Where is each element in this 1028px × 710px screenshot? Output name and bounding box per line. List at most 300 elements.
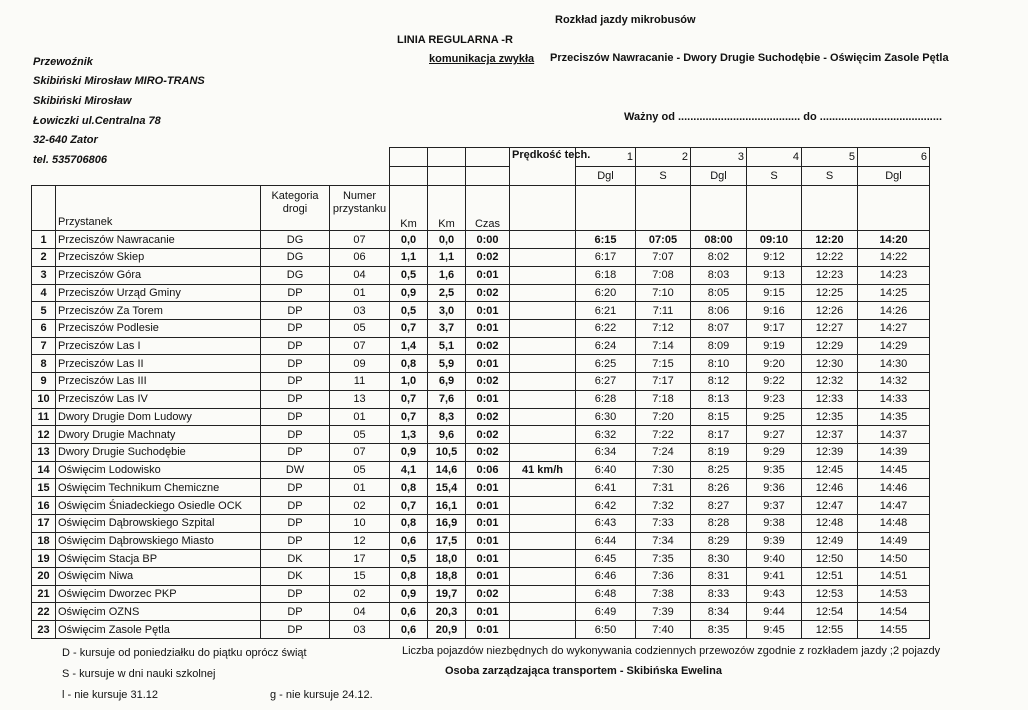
- cumulative-km: 18,0: [428, 550, 466, 568]
- speed-value: [510, 585, 576, 603]
- departure-time: 8:26: [691, 479, 747, 497]
- departure-time: 7:36: [636, 568, 691, 586]
- cumulative-km: 14,6: [428, 461, 466, 479]
- road-category: DP: [261, 284, 330, 302]
- departure-time: 14:29: [858, 337, 930, 355]
- departure-time: 8:25: [691, 461, 747, 479]
- departure-time: 7:10: [636, 284, 691, 302]
- stop-index: 11: [32, 408, 56, 426]
- road-category: DP: [261, 514, 330, 532]
- travel-time: 0:01: [466, 355, 510, 373]
- column-header-time: Czas: [466, 185, 510, 231]
- road-category: DG: [261, 266, 330, 284]
- segment-km: 0,5: [390, 302, 428, 320]
- cumulative-km: 9,6: [428, 426, 466, 444]
- stop-number: 02: [330, 585, 390, 603]
- road-category: DP: [261, 443, 330, 461]
- cumulative-km: 3,7: [428, 319, 466, 337]
- departure-time: 9:36: [747, 479, 802, 497]
- departure-time: 12:25: [802, 284, 858, 302]
- road-category: DK: [261, 550, 330, 568]
- departure-time: 9:22: [747, 373, 802, 391]
- table-row: [32, 479, 930, 497]
- road-category: DW: [261, 461, 330, 479]
- course-mark: S: [636, 166, 691, 185]
- segment-km: 0,7: [390, 497, 428, 515]
- stop-index: 5: [32, 302, 56, 320]
- departure-time: 9:13: [747, 266, 802, 284]
- segment-km: 0,9: [390, 284, 428, 302]
- departure-time: 6:32: [576, 426, 636, 444]
- travel-time: 0:02: [466, 337, 510, 355]
- table-row: [32, 461, 930, 479]
- stop-name: Oświęcim Dworzec PKP: [56, 585, 261, 603]
- departure-time: 12:27: [802, 319, 858, 337]
- departure-time: 12:33: [802, 390, 858, 408]
- table-row: [32, 266, 930, 284]
- stop-index: 19: [32, 550, 56, 568]
- speed-value: [510, 568, 576, 586]
- stop-number: 02: [330, 497, 390, 515]
- departure-time: 7:07: [636, 249, 691, 267]
- table-row: [32, 426, 930, 444]
- departure-time: 7:15: [636, 355, 691, 373]
- departure-time: 7:08: [636, 266, 691, 284]
- departure-time: 9:29: [747, 443, 802, 461]
- column-header-category: Kategoria drogi: [261, 185, 330, 231]
- communication-type: komunikacja zwykła: [429, 53, 535, 65]
- departure-time: 12:39: [802, 443, 858, 461]
- departure-time: 9:19: [747, 337, 802, 355]
- travel-time: 0:06: [466, 461, 510, 479]
- table-row: [32, 585, 930, 603]
- departure-time: 7:30: [636, 461, 691, 479]
- cumulative-km: 2,5: [428, 284, 466, 302]
- stop-index: 6: [32, 319, 56, 337]
- stop-index: 15: [32, 479, 56, 497]
- travel-time: 0:01: [466, 603, 510, 621]
- table-row: [32, 319, 930, 337]
- carrier-city: 32-640 Zator: [33, 134, 98, 146]
- speed-value: [510, 249, 576, 267]
- road-category: DG: [261, 231, 330, 249]
- cumulative-km: 15,4: [428, 479, 466, 497]
- speed-value: [510, 231, 576, 249]
- stop-name: Przeciszów Za Torem: [56, 302, 261, 320]
- speed-value: [510, 337, 576, 355]
- speed-value: [510, 302, 576, 320]
- course-mark: Dgl: [576, 166, 636, 185]
- stop-name: Oświęcim Dąbrowskiego Szpital: [56, 514, 261, 532]
- departure-time: 12:20: [802, 231, 858, 249]
- departure-time: 8:02: [691, 249, 747, 267]
- departure-time: 14:47: [858, 497, 930, 515]
- stop-name: Dwory Drugie Dom Ludowy: [56, 408, 261, 426]
- departure-time: 8:03: [691, 266, 747, 284]
- table-row: [32, 390, 930, 408]
- table-row: [32, 249, 930, 267]
- stop-number: 06: [330, 249, 390, 267]
- table-row: [32, 373, 930, 391]
- segment-km: 0,5: [390, 550, 428, 568]
- departure-time: 9:23: [747, 390, 802, 408]
- departure-time: 14:46: [858, 479, 930, 497]
- stop-name: Przeciszów Las I: [56, 337, 261, 355]
- cumulative-km: 1,6: [428, 266, 466, 284]
- departure-time: 12:22: [802, 249, 858, 267]
- stop-number: 04: [330, 266, 390, 284]
- table-row: [32, 514, 930, 532]
- table-row: [32, 443, 930, 461]
- carrier-phone: tel. 535706806: [33, 154, 108, 166]
- speed-value: [510, 550, 576, 568]
- departure-time: 14:32: [858, 373, 930, 391]
- road-category: DP: [261, 621, 330, 639]
- departure-time: 12:46: [802, 479, 858, 497]
- stop-number: 12: [330, 532, 390, 550]
- cumulative-km: 16,1: [428, 497, 466, 515]
- departure-time: 12:37: [802, 426, 858, 444]
- segment-km: 0,6: [390, 621, 428, 639]
- departure-time: 9:16: [747, 302, 802, 320]
- segment-km: 0,6: [390, 603, 428, 621]
- cumulative-km: 20,9: [428, 621, 466, 639]
- departure-time: 8:17: [691, 426, 747, 444]
- departure-time: 7:24: [636, 443, 691, 461]
- departure-time: 8:27: [691, 497, 747, 515]
- departure-time: 14:53: [858, 585, 930, 603]
- departure-time: 08:00: [691, 231, 747, 249]
- stop-name: Przeciszów Las II: [56, 355, 261, 373]
- stop-name: Przeciszów Góra: [56, 266, 261, 284]
- speed-value: [510, 603, 576, 621]
- stop-index: 13: [32, 443, 56, 461]
- stop-name: Oświęcim Zasole Pętla: [56, 621, 261, 639]
- segment-km: 1,3: [390, 426, 428, 444]
- stop-name: Przeciszów Skiep: [56, 249, 261, 267]
- departure-time: 6:18: [576, 266, 636, 284]
- timetable: [31, 147, 930, 639]
- departure-time: 8:35: [691, 621, 747, 639]
- stop-number: 01: [330, 479, 390, 497]
- departure-time: 12:47: [802, 497, 858, 515]
- departure-time: 6:21: [576, 302, 636, 320]
- stop-index: 7: [32, 337, 56, 355]
- table-row: [32, 568, 930, 586]
- departure-time: 14:55: [858, 621, 930, 639]
- travel-time: 0:01: [466, 621, 510, 639]
- course-mark: S: [747, 166, 802, 185]
- departure-time: 14:37: [858, 426, 930, 444]
- departure-time: 14:22: [858, 249, 930, 267]
- segment-km: 1,0: [390, 373, 428, 391]
- stop-name: Dwory Drugie Suchodębie: [56, 443, 261, 461]
- cumulative-km: 7,6: [428, 390, 466, 408]
- travel-time: 0:02: [466, 443, 510, 461]
- departure-time: 9:15: [747, 284, 802, 302]
- stop-number: 04: [330, 603, 390, 621]
- departure-time: 7:40: [636, 621, 691, 639]
- legend-d: D - kursuje od poniedziałku do piątku oprócz świąt: [62, 647, 307, 659]
- road-category: DP: [261, 319, 330, 337]
- stop-number: 01: [330, 284, 390, 302]
- departure-time: 7:33: [636, 514, 691, 532]
- segment-km: 1,1: [390, 249, 428, 267]
- road-category: DP: [261, 408, 330, 426]
- departure-time: 8:10: [691, 355, 747, 373]
- stop-number: 09: [330, 355, 390, 373]
- carrier-label: Przewoźnik: [33, 56, 93, 68]
- departure-time: 9:35: [747, 461, 802, 479]
- course-mark: S: [802, 166, 858, 185]
- stop-name: Oświęcim Śniadeckiego Osiedle OCK: [56, 497, 261, 515]
- speed-value: [510, 373, 576, 391]
- stop-index: 16: [32, 497, 56, 515]
- table-row: [32, 302, 930, 320]
- departure-time: 6:25: [576, 355, 636, 373]
- table-row: [32, 408, 930, 426]
- stop-name: Oświęcim OZNS: [56, 603, 261, 621]
- cumulative-km: 6,9: [428, 373, 466, 391]
- speed-value: [510, 514, 576, 532]
- road-category: DP: [261, 532, 330, 550]
- departure-time: 9:20: [747, 355, 802, 373]
- stop-number: 07: [330, 443, 390, 461]
- road-category: DP: [261, 302, 330, 320]
- departure-time: 8:09: [691, 337, 747, 355]
- departure-time: 9:40: [747, 550, 802, 568]
- departure-time: 14:45: [858, 461, 930, 479]
- road-category: DP: [261, 426, 330, 444]
- column-header-number: Numer przystanku: [330, 185, 390, 231]
- departure-time: 07:05: [636, 231, 691, 249]
- line-label: LINIA REGULARNA -R: [397, 34, 513, 46]
- cumulative-km: 5,9: [428, 355, 466, 373]
- column-header-km: Km: [390, 185, 428, 231]
- departure-time: 6:34: [576, 443, 636, 461]
- departure-time: 8:30: [691, 550, 747, 568]
- departure-time: 12:29: [802, 337, 858, 355]
- cumulative-km: 8,3: [428, 408, 466, 426]
- travel-time: 0:02: [466, 408, 510, 426]
- stop-index: 23: [32, 621, 56, 639]
- segment-km: 4,1: [390, 461, 428, 479]
- table-row: [32, 621, 930, 639]
- segment-km: 0,8: [390, 568, 428, 586]
- stop-index: 22: [32, 603, 56, 621]
- vehicles-note: Liczba pojazdów niezbędnych do wykonywania codziennych przewozów zgodnie z rozkładem jazdy ;2 pojazdy: [402, 645, 941, 657]
- departure-time: 8:05: [691, 284, 747, 302]
- stop-number: 17: [330, 550, 390, 568]
- road-category: DP: [261, 337, 330, 355]
- column-header-km-cumulative: Km: [428, 185, 466, 231]
- segment-km: 0,5: [390, 266, 428, 284]
- table-row: [32, 497, 930, 515]
- departure-time: 6:40: [576, 461, 636, 479]
- stop-index: 3: [32, 266, 56, 284]
- departure-time: 6:22: [576, 319, 636, 337]
- departure-time: 14:49: [858, 532, 930, 550]
- road-category: DG: [261, 249, 330, 267]
- departure-time: 6:50: [576, 621, 636, 639]
- stop-index: 10: [32, 390, 56, 408]
- stop-name: Oświęcim Lodowisko: [56, 461, 261, 479]
- departure-time: 7:17: [636, 373, 691, 391]
- stop-index: 12: [32, 426, 56, 444]
- departure-time: 9:43: [747, 585, 802, 603]
- travel-time: 0:01: [466, 479, 510, 497]
- road-category: DK: [261, 568, 330, 586]
- table-row: [32, 532, 930, 550]
- segment-km: 0,7: [390, 390, 428, 408]
- travel-time: 0:01: [466, 514, 510, 532]
- departure-time: 9:17: [747, 319, 802, 337]
- stop-index: 18: [32, 532, 56, 550]
- course-number: 5: [802, 148, 858, 167]
- departure-time: 9:37: [747, 497, 802, 515]
- departure-time: 7:38: [636, 585, 691, 603]
- road-category: DP: [261, 585, 330, 603]
- departure-time: 14:48: [858, 514, 930, 532]
- road-category: DP: [261, 390, 330, 408]
- travel-time: 0:01: [466, 532, 510, 550]
- speed-header: Prędkość tech.: [510, 148, 576, 186]
- stop-index: 2: [32, 249, 56, 267]
- speed-value: [510, 443, 576, 461]
- departure-time: 12:35: [802, 408, 858, 426]
- cumulative-km: 3,0: [428, 302, 466, 320]
- departure-time: 14:35: [858, 408, 930, 426]
- table-row: [32, 603, 930, 621]
- travel-time: 0:01: [466, 568, 510, 586]
- stop-number: 15: [330, 568, 390, 586]
- departure-time: 12:30: [802, 355, 858, 373]
- stop-number: 05: [330, 461, 390, 479]
- travel-time: 0:00: [466, 231, 510, 249]
- stop-name: Przeciszów Las III: [56, 373, 261, 391]
- departure-time: 9:12: [747, 249, 802, 267]
- cumulative-km: 0,0: [428, 231, 466, 249]
- course-number: 6: [858, 148, 930, 167]
- stop-name: Przeciszów Podlesie: [56, 319, 261, 337]
- departure-time: 6:49: [576, 603, 636, 621]
- segment-km: 0,7: [390, 319, 428, 337]
- travel-time: 0:01: [466, 390, 510, 408]
- transport-manager: Osoba zarządzająca transportem - Skibińska Ewelina: [445, 665, 722, 677]
- departure-time: 12:45: [802, 461, 858, 479]
- speed-value: [510, 319, 576, 337]
- table-row: [32, 337, 930, 355]
- cumulative-km: 10,5: [428, 443, 466, 461]
- stop-index: 9: [32, 373, 56, 391]
- travel-time: 0:02: [466, 284, 510, 302]
- departure-time: 12:53: [802, 585, 858, 603]
- cumulative-km: 18,8: [428, 568, 466, 586]
- departure-time: 12:49: [802, 532, 858, 550]
- departure-time: 6:45: [576, 550, 636, 568]
- carrier-company: Skibiński Mirosław MIRO-TRANS: [33, 75, 205, 87]
- table-row: [32, 550, 930, 568]
- departure-time: 6:43: [576, 514, 636, 532]
- stop-index: 1: [32, 231, 56, 249]
- route-description: Przeciszów Nawracanie - Dwory Drugie Suchodębie - Oświęcim Zasole Pętla: [550, 52, 949, 64]
- legend-l: l - nie kursuje 31.12: [62, 689, 158, 701]
- departure-time: 6:15: [576, 231, 636, 249]
- travel-time: 0:02: [466, 373, 510, 391]
- departure-time: 14:33: [858, 390, 930, 408]
- table-row: [32, 284, 930, 302]
- departure-time: 7:39: [636, 603, 691, 621]
- departure-time: 8:13: [691, 390, 747, 408]
- departure-time: 7:32: [636, 497, 691, 515]
- departure-time: 12:54: [802, 603, 858, 621]
- departure-time: 12:50: [802, 550, 858, 568]
- departure-time: 7:18: [636, 390, 691, 408]
- stop-number: 01: [330, 408, 390, 426]
- departure-time: 6:20: [576, 284, 636, 302]
- segment-km: 0,8: [390, 479, 428, 497]
- speed-value: [510, 532, 576, 550]
- segment-km: 0,0: [390, 231, 428, 249]
- course-number: 4: [747, 148, 802, 167]
- stop-index: 14: [32, 461, 56, 479]
- carrier-address: Łowiczki ul.Centralna 78: [33, 115, 161, 127]
- segment-km: 0,9: [390, 585, 428, 603]
- segment-km: 0,8: [390, 514, 428, 532]
- cumulative-km: 16,9: [428, 514, 466, 532]
- stop-name: Oświęcim Technikum Chemiczne: [56, 479, 261, 497]
- speed-value: [510, 390, 576, 408]
- departure-time: 6:28: [576, 390, 636, 408]
- course-number: 2: [636, 148, 691, 167]
- stop-number: 11: [330, 373, 390, 391]
- departure-time: 7:35: [636, 550, 691, 568]
- travel-time: 0:02: [466, 249, 510, 267]
- departure-time: 14:20: [858, 231, 930, 249]
- departure-time: 6:42: [576, 497, 636, 515]
- departure-time: 8:06: [691, 302, 747, 320]
- valid-period: Ważny od ........................................ do ........................................: [624, 111, 943, 123]
- speed-value: 41 km/h: [510, 461, 576, 479]
- speed-value: [510, 479, 576, 497]
- speed-value: [510, 497, 576, 515]
- course-number: 3: [691, 148, 747, 167]
- departure-time: 14:27: [858, 319, 930, 337]
- carrier-owner: Skibiński Mirosław: [33, 95, 132, 107]
- cumulative-km: 20,3: [428, 603, 466, 621]
- column-header-stop: Przystanek: [56, 185, 261, 231]
- travel-time: 0:02: [466, 585, 510, 603]
- table-row: [32, 231, 930, 249]
- departure-time: 12:51: [802, 568, 858, 586]
- departure-time: 8:31: [691, 568, 747, 586]
- departure-time: 6:30: [576, 408, 636, 426]
- segment-km: 1,4: [390, 337, 428, 355]
- stop-index: 20: [32, 568, 56, 586]
- departure-time: 9:41: [747, 568, 802, 586]
- speed-value: [510, 426, 576, 444]
- departure-time: 14:54: [858, 603, 930, 621]
- travel-time: 0:01: [466, 319, 510, 337]
- departure-time: 9:45: [747, 621, 802, 639]
- stop-name: Przeciszów Las IV: [56, 390, 261, 408]
- departure-time: 7:31: [636, 479, 691, 497]
- segment-km: 0,6: [390, 532, 428, 550]
- stop-name: Oświęcim Niwa: [56, 568, 261, 586]
- legend-g: g - nie kursuje 24.12.: [270, 689, 373, 701]
- departure-time: 14:23: [858, 266, 930, 284]
- departure-time: 9:27: [747, 426, 802, 444]
